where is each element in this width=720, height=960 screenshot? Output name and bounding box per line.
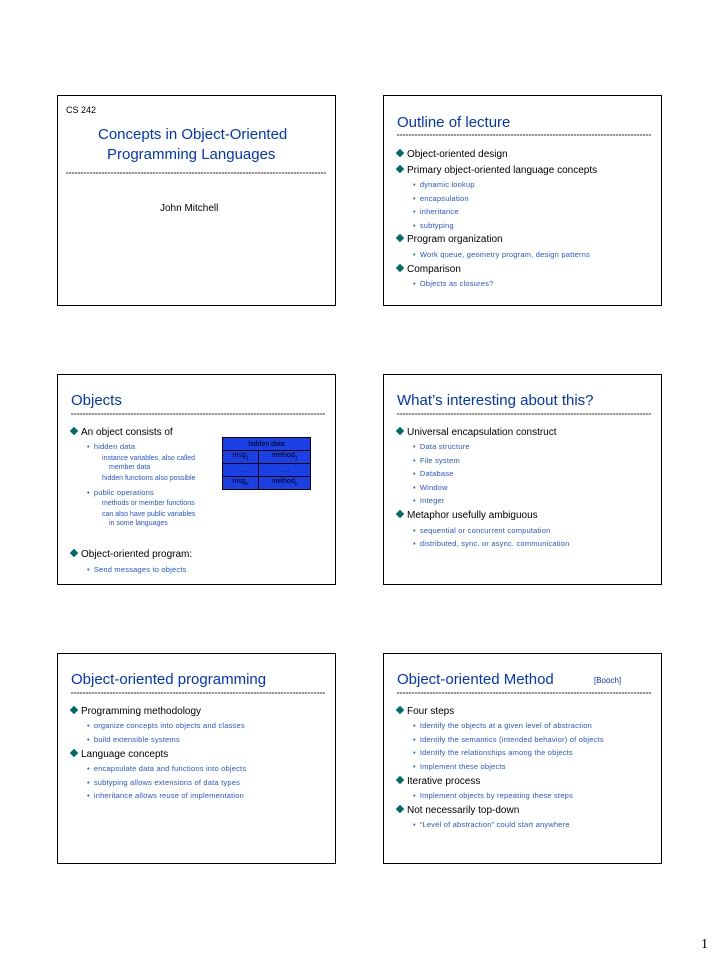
- sub-bullet: • distributed, sync. or async. communication: [413, 539, 570, 548]
- title-divider: [66, 172, 326, 174]
- sub-bullet: • hidden data: [87, 442, 136, 451]
- diamond-bullet-icon: [396, 264, 404, 272]
- diamond-bullet-icon: [70, 427, 78, 435]
- slide-outline: [383, 95, 662, 306]
- sub-bullet: • encapsulation: [413, 194, 469, 203]
- slide-heading: Outline of lecture: [397, 114, 511, 131]
- sub-bullet: • Identify the semantics (intended behavior) of objects: [413, 735, 604, 744]
- slide-heading: Objects: [71, 392, 122, 409]
- diamond-bullet-icon: [70, 706, 78, 714]
- sub-bullet: • Objects as closures?: [413, 279, 494, 288]
- diamond-bullet-icon: [396, 706, 404, 714]
- sub-bullet: • Integer: [413, 496, 445, 505]
- slide-heading: Object-oriented Method: [397, 671, 554, 688]
- slide-heading: Object-oriented programming: [71, 671, 267, 688]
- slide-interesting: [383, 374, 662, 585]
- diamond-bullet-icon: [70, 749, 78, 757]
- bullet: Metaphor usefully ambiguous: [397, 510, 538, 521]
- slide-title-line1: Concepts in Object-Oriented: [98, 126, 288, 143]
- sub-bullet: • build extensible systems: [87, 735, 180, 744]
- author-name: John Mitchell: [160, 203, 219, 214]
- object-msg: msg$_1$: [223, 451, 259, 464]
- bullet: Language concepts: [71, 749, 168, 760]
- diamond-bullet-icon: [396, 776, 404, 784]
- page-number: 1: [701, 937, 708, 952]
- heading-divider: [397, 134, 651, 136]
- heading-divider: [71, 413, 325, 415]
- heading-divider: [397, 413, 651, 415]
- sub-bullet: • subtyping: [413, 221, 454, 230]
- diamond-bullet-icon: [396, 510, 404, 518]
- sub-bullet: • dynamic lookup: [413, 180, 475, 189]
- slide-heading: What’s interesting about this?: [397, 392, 594, 409]
- sub-bullet: • Identify the relationships among the objects: [413, 748, 573, 757]
- bullet: Four steps: [397, 706, 454, 717]
- sub-bullet: • sequential or concurrent computation: [413, 526, 551, 535]
- sub-bullet: • Send messages to objects: [87, 565, 187, 574]
- diamond-bullet-icon: [396, 149, 404, 157]
- slide-title-line2: Programming Languages: [107, 146, 276, 163]
- diamond-bullet-icon: [396, 427, 404, 435]
- sub-bullet: • Implement objects by repeating these steps: [413, 791, 573, 800]
- bullet: Iterative process: [397, 776, 480, 787]
- slide-objects: [57, 374, 336, 585]
- object-hidden-data: hidden data: [223, 438, 311, 451]
- sub-bullet: • encapsulate data and functions into objects: [87, 764, 247, 773]
- object-ellipsis: . . .: [223, 464, 259, 477]
- bullet: Program organization: [397, 234, 503, 245]
- note: in some languages: [109, 520, 168, 527]
- diamond-bullet-icon: [396, 165, 404, 173]
- note: can also have public variables: [102, 511, 196, 518]
- object-ellipsis: . . .: [259, 464, 311, 477]
- citation-tag: [Booch]: [594, 676, 622, 685]
- bullet: Object-oriented program:: [71, 549, 192, 560]
- sub-bullet: • File system: [413, 456, 460, 465]
- slide-title: [57, 95, 336, 306]
- object-method: method$_n$: [259, 477, 311, 490]
- sub-bullet: • Implement these objects: [413, 762, 506, 771]
- sub-bullet: • public operations: [87, 488, 154, 497]
- diamond-bullet-icon: [396, 234, 404, 242]
- bullet: Object-oriented design: [397, 149, 508, 160]
- bullet: Universal encapsulation construct: [397, 427, 557, 438]
- sub-bullet: • Database: [413, 469, 454, 478]
- bullet: Primary object-oriented language concepts: [397, 165, 597, 176]
- sub-bullet: • organize concepts into objects and classes: [87, 721, 245, 730]
- bullet: Programming methodology: [71, 706, 201, 717]
- diamond-bullet-icon: [396, 805, 404, 813]
- bullet: Not necessarily top-down: [397, 805, 519, 816]
- bullet: An object consists of: [71, 427, 173, 438]
- bullet: Comparison: [397, 264, 461, 275]
- object-method: method$_1$: [259, 451, 311, 464]
- note: hidden functions also possible: [102, 475, 196, 482]
- note: methods or member functions: [102, 500, 195, 507]
- sub-bullet: • inheritance: [413, 207, 459, 216]
- heading-divider: [71, 692, 325, 694]
- sub-bullet: • Data structure: [413, 442, 470, 451]
- slide-oo-method: [383, 653, 662, 864]
- sub-bullet: • Window: [413, 483, 448, 492]
- heading-divider: [397, 692, 651, 694]
- sub-bullet: • subtyping allows extensions of data types: [87, 778, 241, 787]
- sub-bullet: • “Level of abstraction” could start anywhere: [413, 820, 570, 829]
- slide-oop: [57, 653, 336, 864]
- diamond-bullet-icon: [70, 549, 78, 557]
- sub-bullet: • inheritance allows reuse of implementation: [87, 791, 244, 800]
- sub-bullet: • Work queue, geometry program, design patterns: [413, 250, 591, 259]
- note: instance variables, also called: [102, 455, 195, 462]
- sub-bullet: • Identify the objects at a given level of abstraction: [413, 721, 592, 730]
- note: member data: [109, 464, 151, 471]
- object-diagram: [222, 437, 311, 490]
- course-label: CS 242: [66, 105, 97, 115]
- object-msg: msg$_n$: [223, 477, 259, 490]
